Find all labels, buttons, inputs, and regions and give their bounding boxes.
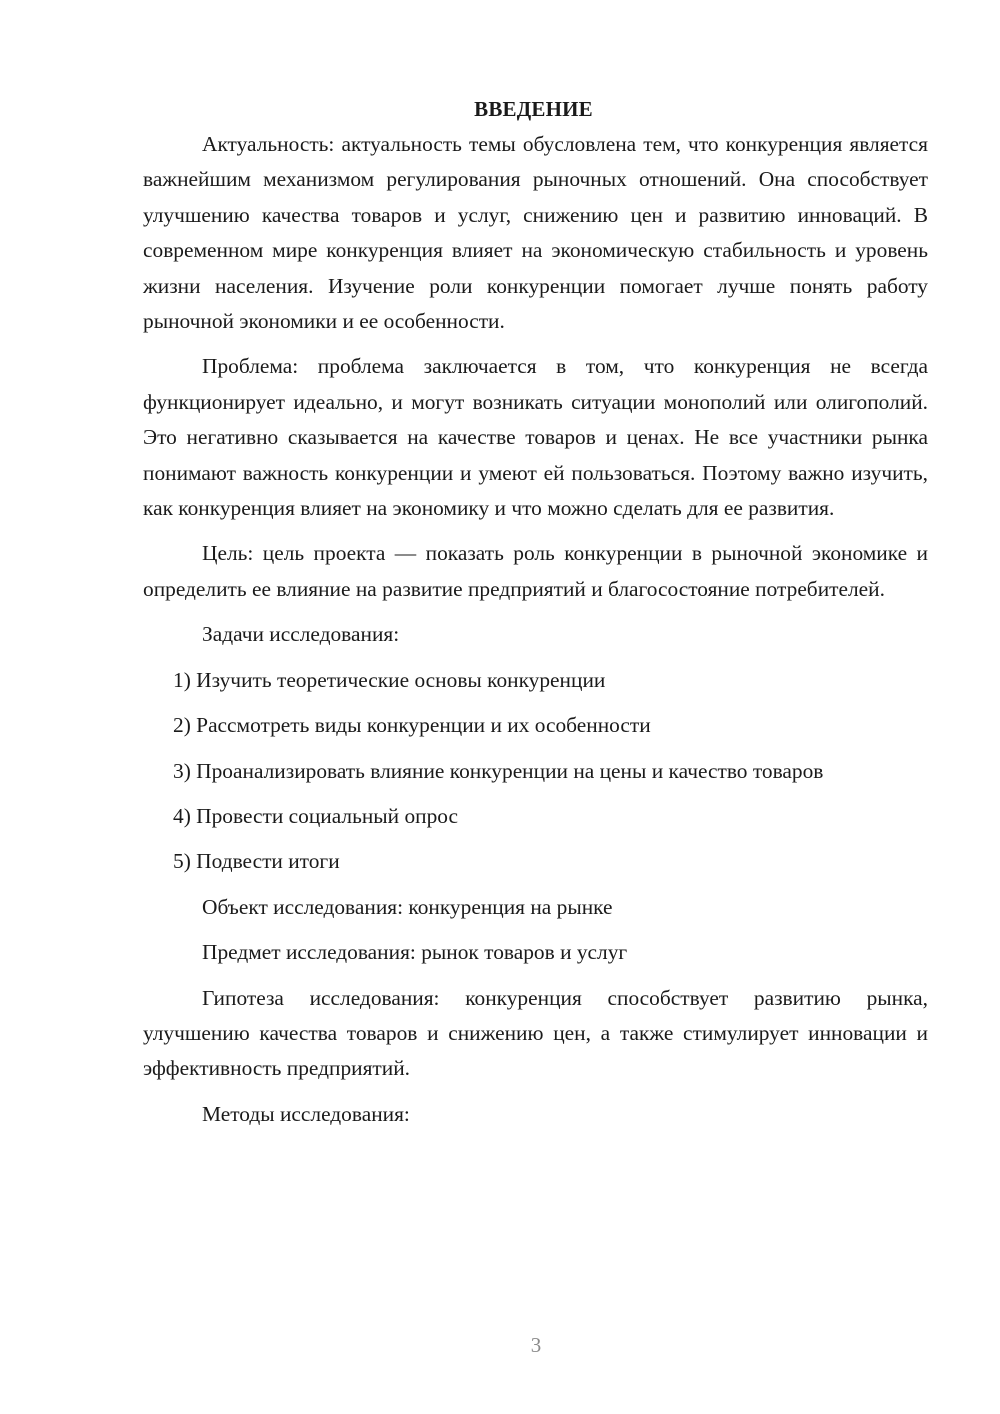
paragraph-subject: Предмет исследования: рынок товаров и услуг (202, 940, 628, 965)
paragraph-relevance: Актуальность: актуальность темы обусловлена тем, что конкуренция является важнейшим механизмом регулирования рыночных отношений. Она способствует улучшению качества товаров и услуг, снижению цен и развитию инноваций. В современном мире конкуренция влияет на экономическую стабильность и уровень жизни населения. Изучение роли конкуренции помогает лучше понять работу рыночной экономики и ее особенности. (143, 132, 928, 334)
paragraph-goal: Цель: цель проекта — показать роль конкуренции в рыночной экономике и определить ее влияние на развитие предприятий и благосостояние потребителей. (143, 541, 928, 601)
page-number: 3 (530, 1333, 542, 1357)
document-page (143, 92, 928, 1142)
paragraph-problem: Проблема: проблема заключается в том, что конкуренция не всегда функционирует идеально, и могут возникать ситуации монополий или олигополий. Это негативно сказывается на качестве товаров и ценах. Не все участники рынка понимают важность конкуренции и умеют ей пользоваться. Поэтому важно изучить, как конкуренция влияет на экономику и что можно сделать для ее развития. (143, 354, 928, 521)
list-item: 4) Провести социальный опрос (173, 803, 459, 828)
list-item: 3) Проанализировать влияние конкуренции на цены и качество товаров (173, 758, 824, 783)
tasks-heading: Задачи исследования: (202, 622, 400, 647)
page-title: ВВЕДЕНИЕ (474, 97, 593, 121)
paragraph-hypothesis: Гипотеза исследования: конкуренция способствует развитию рынка, улучшению качества товаров и снижению цен, а также стимулирует инновации и эффективность предприятий. (143, 985, 928, 1081)
list-item: 1) Изучить теоретические основы конкуренции (173, 667, 606, 692)
methods-heading: Методы исследования: (202, 1101, 410, 1126)
paragraph-object: Объект исследования: конкуренция на рынке (202, 894, 613, 919)
list-item: 5) Подвести итоги (173, 849, 340, 874)
list-item: 2) Рассмотреть виды конкуренции и их особенности (173, 713, 651, 738)
